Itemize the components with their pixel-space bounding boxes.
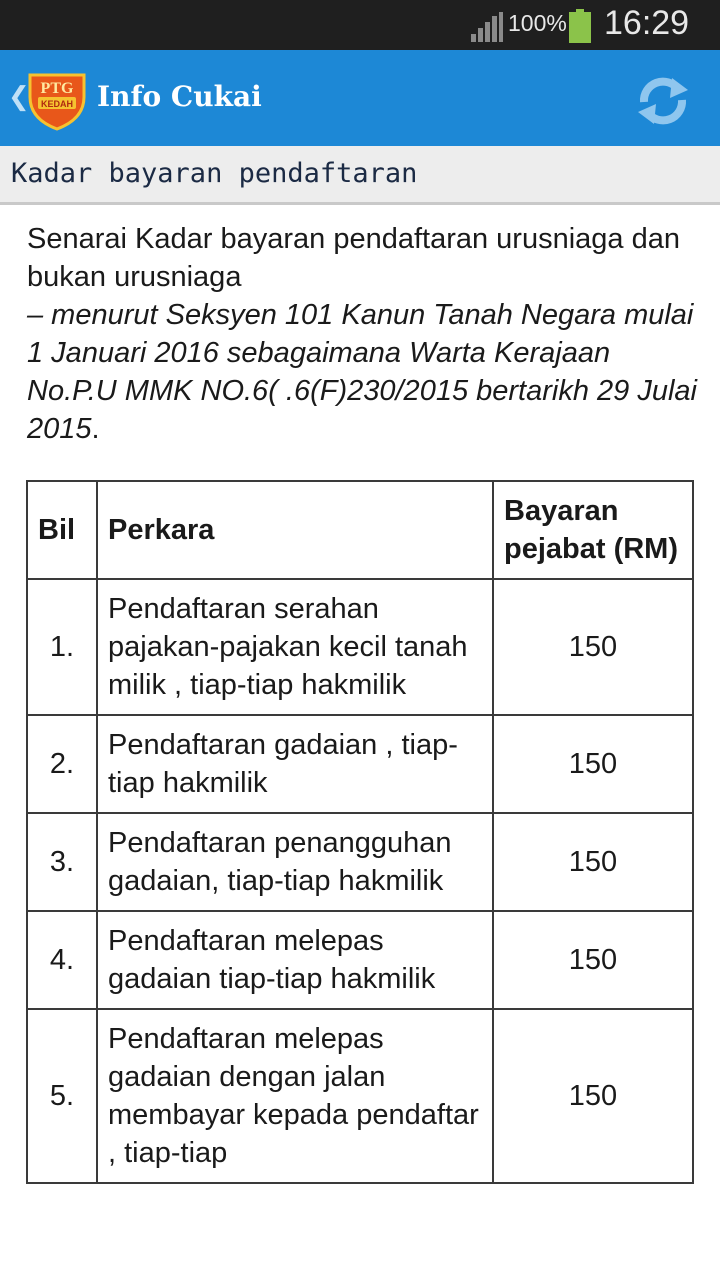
table-row [27,579,693,715]
chevron-left-icon[interactable]: ❮ [8,82,30,112]
row-bil: 2. [27,715,97,813]
logo-text-top: PTG [40,80,74,97]
row-perkara: Pendaftaran penangguhan gadaian, tiap-tiap hakmilik [97,813,493,911]
app-logo[interactable] [24,67,90,133]
row-perkara: Pendaftaran melepas gadaian tiap-tiap hakmilik [97,911,493,1009]
header-fee: Bayaran pejabat (RM) [493,481,693,579]
row-perkara: Pendaftaran serahan pajakan-pajakan kecil tanah milik , tiap-tiap hakmilik [97,579,493,715]
battery-icon [569,9,591,43]
signal-icon [470,12,504,42]
row-fee: 150 [493,715,693,813]
row-fee: 150 [493,911,693,1009]
header-bil: Bil [27,481,97,579]
section-title: Kadar bayaran pendaftaran [11,158,418,189]
fees-table [26,480,694,1184]
row-bil: 3. [27,813,97,911]
intro-plain-text: Senarai Kadar bayaran pendaftaran urusniaga dan bukan urusniaga [27,223,680,293]
refresh-icon[interactable] [632,72,694,130]
row-bil: 1. [27,579,97,715]
app-title: Info Cukai [97,80,262,113]
logo-text-bottom: KEDAH [40,99,74,109]
table-row [27,813,693,911]
row-bil: 4. [27,911,97,1009]
battery-percent: 100% [508,10,567,36]
table-row [27,911,693,1009]
header-perkara: Perkara [97,481,493,579]
table-row [27,715,693,813]
status-bar [0,0,720,50]
row-perkara: Pendaftaran melepas gadaian dengan jalan membayar kepada pendaftar , tiap-tiap [97,1009,493,1183]
row-fee: 150 [493,579,693,715]
row-perkara: Pendaftaran gadaian , tiap-tiap hakmilik [97,715,493,813]
table-row [27,1009,693,1183]
intro-italic-text: – menurut Seksyen 101 Kanun Tanah Negara mulai 1 Januari 2016 sebagaimana Warta Kerajaan No.P.U MMK NO.6( .6(F)230/2015 bertarikh 29 Julai 2015 [27,299,697,445]
table-header-row [27,481,693,579]
row-bil: 5. [27,1009,97,1183]
intro-paragraph [27,220,707,448]
clock: 16:29 [604,4,690,42]
row-fee: 150 [493,1009,693,1183]
section-header [0,146,720,205]
action-bar [0,50,720,146]
row-fee: 150 [493,813,693,911]
intro-end-text: . [91,413,100,445]
